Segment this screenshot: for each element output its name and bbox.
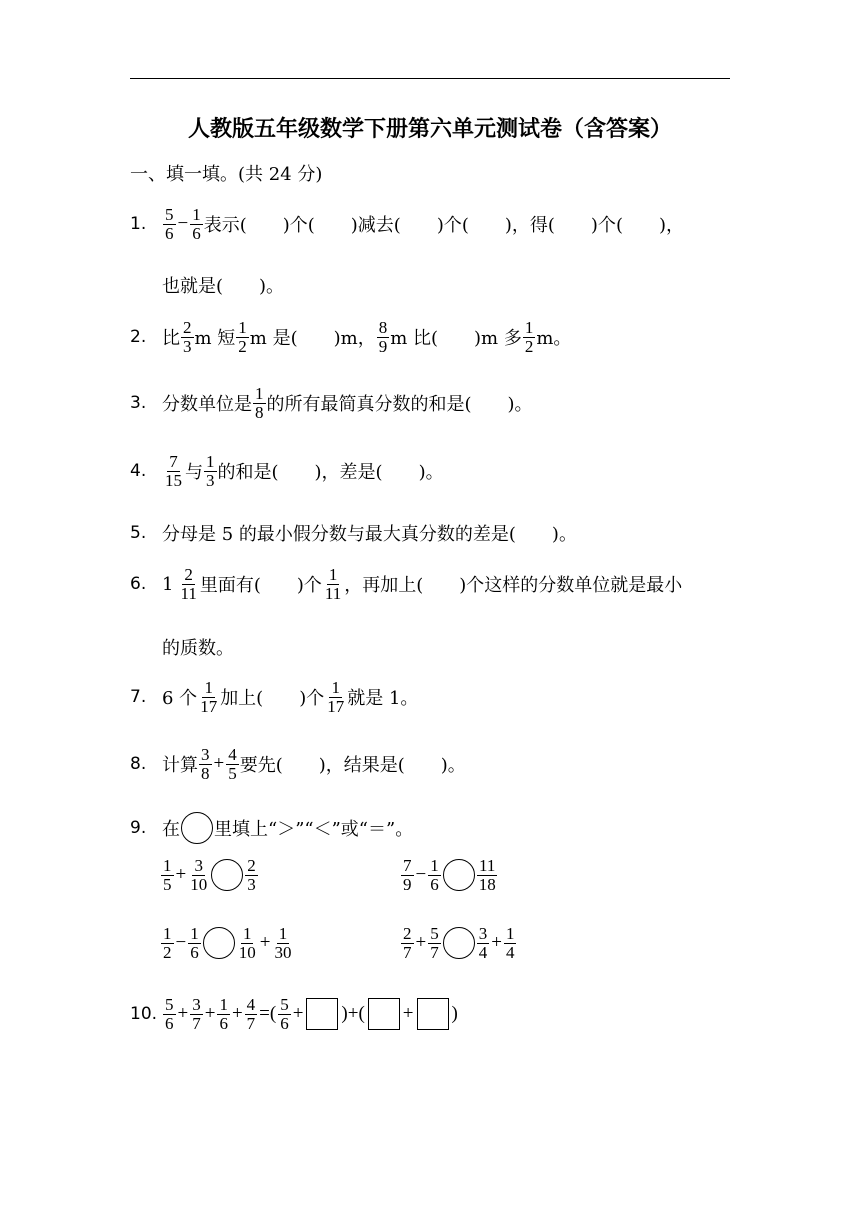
denominator: 6 xyxy=(430,874,439,894)
numerator: 1 xyxy=(163,856,172,875)
denominator: 3 xyxy=(183,336,192,356)
numerator: 1 xyxy=(278,924,288,943)
denominator: 10 xyxy=(190,874,208,894)
numerator: 3 xyxy=(201,745,210,764)
question-9 xyxy=(130,812,413,844)
fraction xyxy=(401,925,414,962)
question-number: 3. xyxy=(130,393,147,414)
denominator: 7 xyxy=(430,942,439,962)
operator: + xyxy=(175,864,187,886)
denominator: 17 xyxy=(327,696,345,716)
numerator: 1 xyxy=(328,565,338,584)
numerator: 1 xyxy=(331,678,340,697)
numerator: 1 xyxy=(192,205,201,224)
denominator: 6 xyxy=(165,223,174,243)
numerator: 8 xyxy=(378,318,388,337)
question-number: 5. xyxy=(130,523,147,543)
question-text: 比 xyxy=(162,328,180,350)
question-4 xyxy=(130,453,444,490)
fraction xyxy=(161,925,174,962)
denominator: 2 xyxy=(238,336,247,356)
fraction xyxy=(428,857,441,894)
close-paren: ) xyxy=(451,1003,458,1025)
numerator: 11 xyxy=(479,856,496,875)
question-text: 里面有( )个 xyxy=(199,575,322,597)
fraction xyxy=(523,319,536,356)
denominator: 2 xyxy=(163,942,172,962)
numerator: 2 xyxy=(183,318,192,337)
fraction xyxy=(188,925,201,962)
denominator: 5 xyxy=(228,763,237,783)
denominator: 10 xyxy=(238,942,256,962)
whole-number: 1 xyxy=(162,573,174,595)
numerator: 5 xyxy=(165,205,174,224)
plus-sign: + xyxy=(204,1003,216,1025)
numerator: 7 xyxy=(169,452,178,471)
question-text: 的所有最简真分数的和是( )。 xyxy=(266,394,533,416)
operator: − xyxy=(175,932,187,954)
numerator: 2 xyxy=(184,565,193,584)
question-text: 的和是( )，差是( )。 xyxy=(217,462,444,484)
numerator: 4 xyxy=(246,995,256,1014)
denominator: 11 xyxy=(180,583,197,603)
denominator: 6 xyxy=(280,1013,289,1033)
question-text: m。 xyxy=(536,328,572,350)
fraction xyxy=(377,319,390,356)
numerator: 3 xyxy=(478,924,488,943)
answer-box[interactable] xyxy=(306,998,338,1030)
numerator: 4 xyxy=(228,745,237,764)
fraction xyxy=(237,925,258,962)
numerator: 1 xyxy=(255,384,264,403)
denominator: 8 xyxy=(201,763,210,783)
question-7 xyxy=(130,679,418,716)
question-text: 加上( )个 xyxy=(220,688,325,710)
question-1 xyxy=(130,206,684,243)
question-text: 表示( )个( )减去( )个( )，得( )个( )， xyxy=(203,215,684,237)
fraction xyxy=(226,746,239,783)
denominator: 11 xyxy=(324,583,342,603)
denominator: 15 xyxy=(165,470,182,490)
question-3 xyxy=(130,385,533,422)
plus-sign: + xyxy=(292,1003,304,1025)
question-number: 7. xyxy=(130,687,147,708)
answer-box[interactable] xyxy=(368,998,400,1030)
denominator: 6 xyxy=(192,223,201,243)
compare-circle[interactable] xyxy=(203,927,235,959)
fraction xyxy=(178,566,198,603)
compare-circle[interactable] xyxy=(211,859,243,891)
equals-open: =( xyxy=(259,1003,277,1025)
denominator: 7 xyxy=(192,1013,201,1033)
comparison-a xyxy=(160,857,259,894)
answer-box[interactable] xyxy=(417,998,449,1030)
fraction xyxy=(428,925,441,962)
question-text: 与 xyxy=(185,462,203,484)
fraction xyxy=(190,206,203,243)
question-number: 1. xyxy=(130,214,147,235)
numerator: 1 xyxy=(204,678,213,697)
denominator: 9 xyxy=(403,874,412,894)
numerator: 2 xyxy=(403,924,412,943)
fraction xyxy=(325,679,346,716)
denominator: 6 xyxy=(190,942,199,962)
numerator: 3 xyxy=(194,856,203,875)
denominator: 2 xyxy=(524,336,534,356)
question-text: 就是 1。 xyxy=(347,688,419,710)
question-number: 9. xyxy=(130,818,147,838)
minus-sign: − xyxy=(177,213,189,235)
numerator: 5 xyxy=(430,924,439,943)
question-number: 4. xyxy=(130,461,147,482)
fraction xyxy=(163,453,184,490)
denominator: 3 xyxy=(206,470,215,490)
operator: − xyxy=(415,864,427,886)
fraction xyxy=(245,857,258,894)
question-text: 分数单位是 xyxy=(162,394,252,416)
question-5 xyxy=(130,520,577,546)
mid-paren: )+( xyxy=(341,1003,365,1025)
question-text: m 短 xyxy=(194,328,236,350)
denominator: 4 xyxy=(505,942,515,962)
numerator: 1 xyxy=(238,318,247,337)
fraction xyxy=(477,857,498,894)
question-number: 6. xyxy=(130,574,147,595)
question-number: 8. xyxy=(130,754,147,775)
plus-sign: + xyxy=(231,1003,243,1025)
question-number: 10. xyxy=(130,1004,158,1025)
numerator: 1 xyxy=(242,924,252,943)
numerator: 1 xyxy=(430,856,439,875)
fraction xyxy=(236,319,249,356)
fraction xyxy=(190,996,203,1033)
fraction xyxy=(245,996,258,1033)
page-title: 人教版五年级数学下册第六单元测试卷（含答案） xyxy=(187,117,672,142)
fraction xyxy=(217,996,230,1033)
denominator: 17 xyxy=(200,696,218,716)
numerator: 1 xyxy=(206,452,215,471)
numerator: 2 xyxy=(247,856,256,875)
fraction xyxy=(253,385,266,422)
numerator: 3 xyxy=(192,995,201,1014)
denominator: 4 xyxy=(478,942,488,962)
question-1-continued: 也就是( )。 xyxy=(162,276,285,297)
question-6-continued: 的质数。 xyxy=(162,638,234,659)
question-10 xyxy=(130,996,459,1033)
plus-sign: + xyxy=(177,1003,189,1025)
fraction xyxy=(163,206,176,243)
fraction xyxy=(188,857,209,894)
question-number: 2. xyxy=(130,327,147,348)
question-text: ，再加上( )个这样的分数单位就是最小 xyxy=(344,575,683,597)
operator: + xyxy=(259,932,271,954)
fraction xyxy=(401,857,414,894)
compare-circle[interactable] xyxy=(443,927,475,959)
answer-circle xyxy=(181,812,213,844)
denominator: 8 xyxy=(255,402,264,422)
denominator: 18 xyxy=(478,874,496,894)
comparison-b xyxy=(400,857,499,894)
numerator: 1 xyxy=(524,318,534,337)
fraction xyxy=(204,453,217,490)
plus-sign: + xyxy=(402,1003,414,1025)
denominator: 6 xyxy=(165,1013,174,1033)
fraction xyxy=(181,319,194,356)
question-text: m 是( )m， xyxy=(249,328,376,350)
question-text: 6 个 xyxy=(162,688,198,710)
question-text: 要先( )，结果是( )。 xyxy=(239,755,466,777)
denominator: 7 xyxy=(246,1013,256,1033)
fraction xyxy=(477,925,490,962)
operator: + xyxy=(491,932,502,954)
fraction xyxy=(198,679,219,716)
numerator: 5 xyxy=(165,995,174,1014)
question-6 xyxy=(130,566,682,603)
question-2 xyxy=(130,319,571,356)
denominator: 7 xyxy=(403,942,412,962)
section-heading: 一、填一填。(共 24 分) xyxy=(130,164,323,185)
fraction xyxy=(278,996,291,1033)
numerator: 1 xyxy=(190,924,199,943)
fraction xyxy=(199,746,212,783)
fraction xyxy=(323,566,343,603)
fraction xyxy=(161,857,174,894)
comparison-d xyxy=(400,925,517,962)
denominator: 3 xyxy=(247,874,256,894)
question-text: 计算 xyxy=(162,755,198,777)
question-text: m 比( )m 多 xyxy=(390,328,522,350)
plus-sign: + xyxy=(213,753,225,775)
numerator: 7 xyxy=(403,856,412,875)
top-rule xyxy=(130,78,730,79)
numerator: 1 xyxy=(505,924,515,943)
comparison-c xyxy=(160,925,294,962)
question-8 xyxy=(130,746,466,783)
compare-circle[interactable] xyxy=(443,859,475,891)
numerator: 1 xyxy=(163,924,172,943)
question-text: 在 xyxy=(162,819,180,840)
denominator: 6 xyxy=(219,1013,228,1033)
numerator: 5 xyxy=(280,995,289,1014)
fraction xyxy=(504,925,517,962)
denominator: 9 xyxy=(378,336,388,356)
fraction xyxy=(272,925,293,962)
fraction xyxy=(163,996,176,1033)
denominator: 30 xyxy=(274,942,292,962)
question-text: 分母是 5 的最小假分数与最大真分数的差是( )。 xyxy=(162,524,577,545)
denominator: 5 xyxy=(163,874,172,894)
numerator: 1 xyxy=(219,995,228,1014)
operator: + xyxy=(415,932,427,954)
question-text: 里填上“＞”“＜”或“＝”。 xyxy=(214,819,414,840)
